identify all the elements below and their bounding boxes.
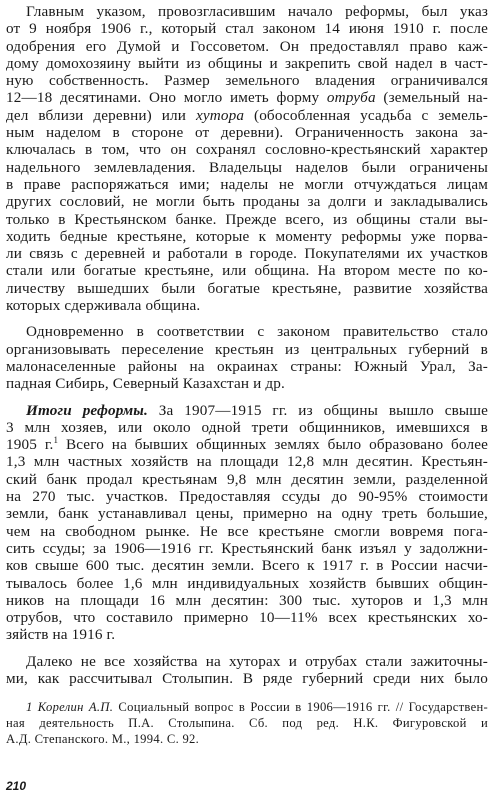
- text-line: надельного землевладения. Владельцы наделов были ограничены: [6, 158, 488, 176]
- text-line: ную собственность. Размер земельного владения ограничивался: [6, 72, 488, 90]
- footnote-line: [6, 699, 488, 715]
- text-line: ли связь с деревней и работали в городе. Покупателями их участков: [6, 245, 488, 263]
- text-fragment: (обособленная усадьба с земель-: [253, 106, 488, 124]
- text-fragment: 1905 г.: [6, 436, 54, 454]
- text-line: [6, 89, 488, 106]
- text-fragment: Социальный вопрос в России в 1906—1916 гг. // Государствен-: [118, 700, 489, 715]
- text-line: ключалась в том, что он сохранял сословно-крестьянский характер: [6, 141, 488, 159]
- text-fragment: (земельный на-: [383, 89, 488, 107]
- text-line: ский банк продал крестьянам 9,8 млн десятин земли, разделенной: [6, 470, 488, 488]
- text-line: ным наделом в стороне от деревни). Ограниченность закона за-: [6, 124, 488, 142]
- text-line: от 9 ноября 1906 г., который стал законом 14 июня 1910 г. после: [6, 20, 488, 38]
- text-line: Далеко не все хозяйства на хуторах и отрубах стали зажиточны-: [26, 652, 488, 670]
- text-line: только в Крестьянском банке. Прежде всего, из общины стали вы-: [6, 210, 488, 228]
- text-line: малонаселенные районы на окраинах страны: Южный Урал, За-: [6, 357, 488, 375]
- text-line: [6, 436, 488, 453]
- text-fragment: 12—18 десятинами. Оно могло иметь форму: [6, 89, 320, 107]
- paragraph-reform-decree: [6, 3, 488, 314]
- text-fragment: Всего на бывших общинных землях было образовано более: [65, 436, 488, 454]
- text-line: зяйств на 1916 г.: [6, 626, 116, 644]
- text-line: ми, как рассчитывал Столыпин. В ряде губерний среди них было: [6, 669, 488, 687]
- footnote-line: ная деятельность П.А. Столыпина. Сб. под ред. Н.К. Фигуровской и: [6, 716, 488, 731]
- paragraph-farm-outcomes: [6, 653, 488, 688]
- text-line: на 270 тыс. участков. Предоставляя ссуды до 90-95% стоимости: [6, 488, 488, 506]
- text-line: дому домохозяину выйти из общины и закрепить свой надел в част-: [6, 54, 488, 72]
- text-line: земли, банк устанавливал цены, примерно на одну треть большие,: [6, 505, 488, 523]
- footnote: [6, 699, 488, 747]
- text-line: ходить бедные крестьяне, которые к моменту реформы уже порва-: [6, 227, 488, 245]
- text-line: 1,3 млн частных хозяйств на площади 12,8 млн десятин. Крестьян-: [6, 453, 488, 471]
- book-page: [6, 3, 488, 747]
- text-line: тывалось более 1,6 млн индивидуальных хозяйств бывших общин-: [6, 574, 488, 592]
- text-line: [6, 402, 488, 419]
- page-number: 210: [6, 779, 27, 793]
- text-fragment: дел вблизи деревни) или: [6, 106, 187, 124]
- text-line: ников на площади 16 млн десятин: 300 тыс. хуторов и 1,3 млн: [6, 591, 488, 609]
- text-line: отрубов, что составило примерно 10—11% всех крестьянских хо-: [6, 609, 488, 627]
- text-line: падная Сибирь, Северный Казахстан и др.: [6, 375, 285, 393]
- text-line: других сословий, не могли быть проданы за долги и закладывались: [6, 193, 488, 211]
- text-line: которых сдерживала община.: [6, 297, 201, 315]
- text-line: Главным указом, провозгласившим начало реформы, был указ: [26, 3, 488, 20]
- term-otrub: отруба: [326, 89, 376, 107]
- text-line: чем на свободном рынке. Не все крестьяне смогли вовремя пога-: [6, 522, 488, 540]
- text-line: 3 млн хозяев, или около одной трети общинников, имевшихся в: [6, 418, 488, 436]
- footnote-author: 1 Корелин А.П.: [26, 700, 114, 715]
- text-line: одобрения его Думой и Госсоветом. Он предоставлял право каж-: [6, 37, 488, 55]
- section-heading: Итоги реформы.: [26, 401, 148, 419]
- text-line: стали или богатые крестьяне, или община. На втором месте по ко-: [6, 262, 488, 280]
- paragraph-resettlement: [6, 323, 488, 392]
- text-line: организовывать переселение крестьян из центральных губерний в: [6, 340, 488, 358]
- text-line: Одновременно в соответствии с законом правительство стало: [26, 323, 488, 341]
- paragraph-reform-results: [6, 402, 488, 644]
- term-khutor: хутора: [195, 106, 245, 124]
- text-line: сить ссуды; за 1906—1916 гг. Крестьянский банк изъял у задолжни-: [6, 539, 488, 557]
- text-line: ков свыше 600 тыс. десятин земли. Всего к 1917 г. в России насчи-: [6, 557, 488, 575]
- footnote-line: А.Д. Степанского. М., 1994. С. 92.: [6, 732, 200, 747]
- text-line: личеству вышедших были богатые крестьяне, развитие хозяйства: [6, 279, 488, 297]
- text-line: в праве распоряжаться ими; наделы не могли отчуждаться лицам: [6, 175, 488, 193]
- text-line: [6, 107, 488, 124]
- footnote-ref[interactable]: 1: [53, 435, 59, 446]
- text-fragment: За 1907—1915 гг. из общины вышло свыше: [158, 401, 488, 419]
